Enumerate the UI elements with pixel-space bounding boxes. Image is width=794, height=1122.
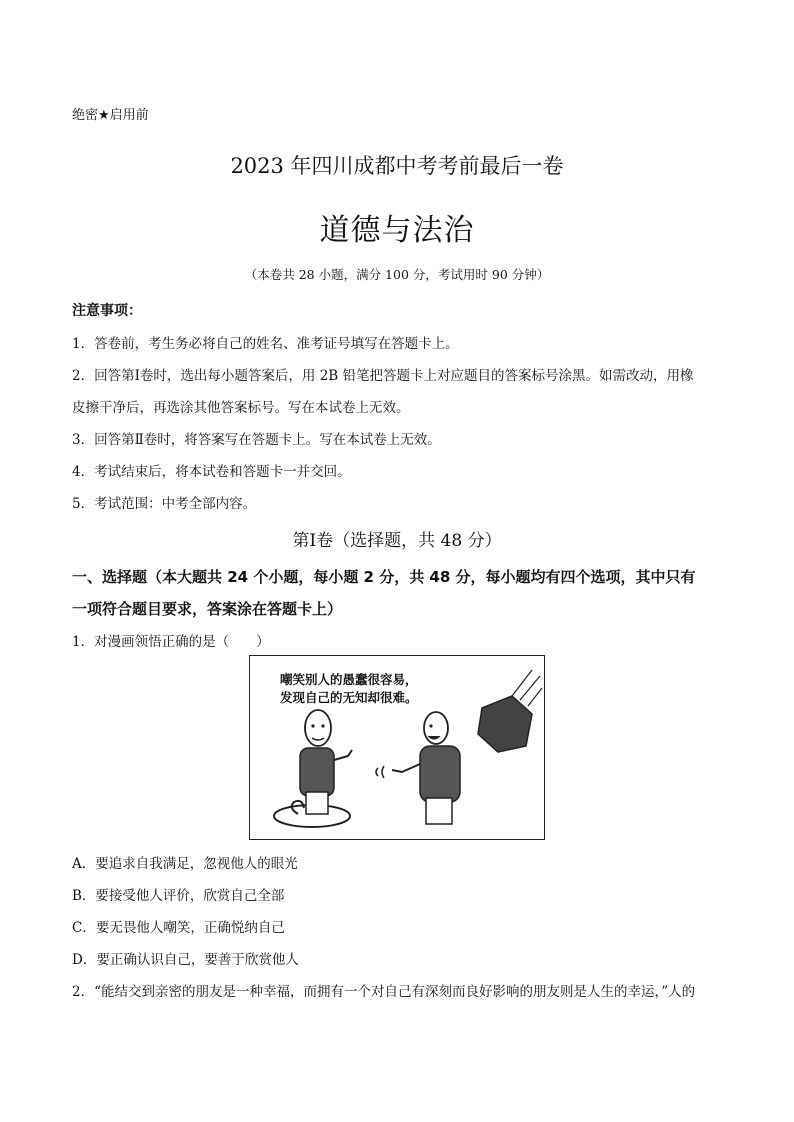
- notice-heading: 注意事项：: [72, 303, 142, 319]
- notice-item: 1．答卷前，考生务必将自己的姓名、准考证号填写在答题卡上。: [72, 336, 459, 352]
- option-b: B．要接受他人评价，欣赏自己全部: [72, 888, 285, 904]
- exam-title: 2023 年四川成都中考考前最后一卷: [230, 154, 564, 178]
- notice-item: 5．考试范围：中考全部内容。: [72, 496, 257, 512]
- option-a: A．要追求自我满足，忽视他人的眼光: [72, 856, 298, 872]
- option-c: C．要无畏他人嘲笑，正确悦纳自己: [72, 920, 285, 936]
- notice-item: 皮擦干净后，再选涂其他答案标号。写在本试卷上无效。: [72, 400, 410, 416]
- cartoon-image: [249, 655, 545, 840]
- question-2-stem: 2．“能结交到亲密的朋友是一种幸福，而拥有一个对自己有深刻而良好影响的朋友则是人生的幸运，”人的: [72, 984, 696, 1000]
- subject-title: 道德与法治: [319, 213, 475, 248]
- option-d: D．要正确认识自己，要善于欣赏他人: [72, 952, 299, 968]
- notice-item: 3．回答第Ⅱ卷时，将答案写在答题卡上。写在本试卷上无效。: [72, 432, 441, 448]
- notice-item: 2．回答第Ⅰ卷时，选出每小题答案后，用 2B 铅笔把答题卡上对应题目的答案标号涂黑。如需改动，用橡: [72, 368, 694, 384]
- notice-item: 4．考试结束后，将本试卷和答题卡一并交回。: [72, 464, 351, 480]
- question-1-stem: 1．对漫画领悟正确的是（ ）: [72, 634, 270, 650]
- part-instructions: 一、选择题（本大题共 24 个小题，每小题 2 分，共 48 分，每小题均有四个选项，其中只有: [72, 568, 696, 586]
- cartoon-caption-line-2: 发现自己的无知却很难。: [280, 690, 418, 705]
- cartoon-caption-line-1: 嘲笑别人的愚蠢很容易，: [280, 672, 418, 687]
- section-title: 第Ⅰ卷（选择题，共 48 分）: [292, 531, 502, 551]
- exam-meta: （本卷共 28 小题，满分 100 分，考试用时 90 分钟）: [244, 267, 550, 282]
- part-instructions-cont: 一项符合题目要求，答案涂在答题卡上）: [72, 600, 343, 618]
- secret-label: 绝密★启用前: [72, 108, 149, 123]
